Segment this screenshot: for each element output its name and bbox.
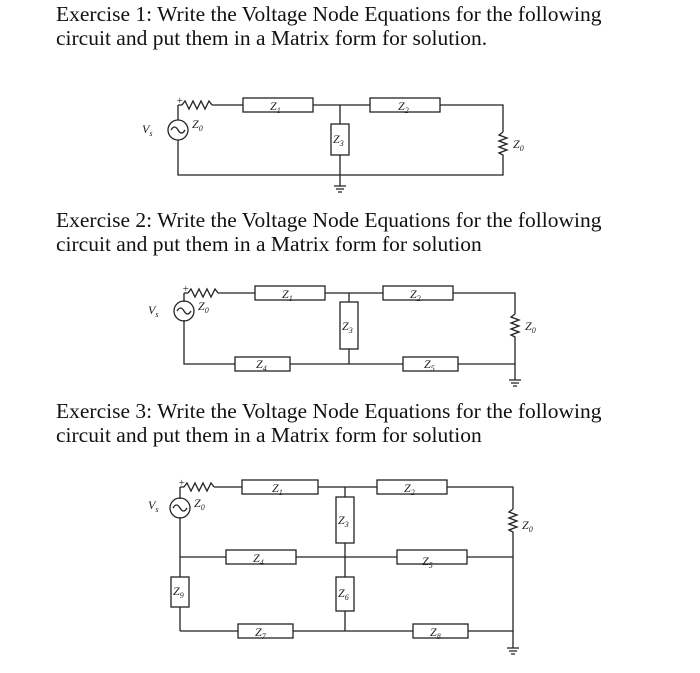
exercise-2-text: Exercise 2: Write the Voltage Node Equations for the following circuit and put them in a Matrix form for solution bbox=[56, 208, 602, 256]
vs-label: $V_s$ bbox=[142, 122, 153, 138]
load-resistor-zigzag-1 bbox=[499, 132, 507, 160]
load-resistor-zigzag-2 bbox=[511, 314, 519, 340]
z1-label: $Z_1$ bbox=[282, 287, 293, 303]
z0-source-label: $Z_0$ bbox=[198, 299, 209, 315]
z0-load-label: $Z_0$ bbox=[513, 137, 524, 153]
z0-source-label: $Z_0$ bbox=[194, 496, 205, 512]
source-resistor-zigzag-1 bbox=[182, 101, 212, 109]
z8-label: $Z_8$ bbox=[430, 625, 441, 641]
plus-sign: + bbox=[178, 477, 186, 489]
load-resistor-zigzag-3 bbox=[509, 509, 517, 541]
plus-sign: + bbox=[176, 95, 184, 107]
z3-label: $Z_3$ bbox=[338, 513, 349, 529]
vs-label: $V_s$ bbox=[148, 498, 159, 514]
plus-sign: + bbox=[182, 283, 190, 295]
z9-label: $Z_9$ bbox=[173, 584, 184, 600]
z0-source-label: $Z_0$ bbox=[192, 117, 203, 133]
z6-label: $Z_6$ bbox=[338, 586, 349, 602]
circuit-diagram-1 bbox=[0, 80, 700, 205]
source-resistor-zigzag-2 bbox=[188, 289, 218, 297]
exercise-3-text: Exercise 3: Write the Voltage Node Equations for the following circuit and put them in a Matrix form for solution bbox=[56, 399, 602, 447]
z3-label: $Z_3$ bbox=[333, 132, 344, 148]
vs-label: $V_s$ bbox=[148, 303, 159, 319]
z5-label: $Z_5$ bbox=[424, 357, 435, 373]
z1-label: $Z_1$ bbox=[272, 481, 283, 497]
z5-label: $Z_5$ bbox=[422, 554, 433, 570]
z2-label: $Z_2$ bbox=[398, 99, 409, 115]
z3-label: $Z_3$ bbox=[342, 319, 353, 335]
z2-label: $Z_2$ bbox=[404, 481, 415, 497]
circuit-diagram-3 bbox=[0, 468, 700, 668]
z2-label: $Z_2$ bbox=[410, 287, 421, 303]
ground-symbol-2 bbox=[509, 380, 521, 386]
z0-load-label: $Z_0$ bbox=[525, 319, 536, 335]
source-resistor-zigzag-3 bbox=[184, 483, 214, 491]
z1-label: $Z_1$ bbox=[270, 99, 281, 115]
z7-label: $Z_7$ bbox=[255, 625, 266, 641]
z4-label: $Z_4$ bbox=[256, 357, 267, 373]
ground-symbol-1 bbox=[334, 186, 346, 192]
ground-symbol-3 bbox=[507, 648, 519, 654]
circuit-diagram-2 bbox=[0, 275, 700, 395]
z0-load-label: $Z_0$ bbox=[522, 518, 533, 534]
exercise-1-text: Exercise 1: Write the Voltage Node Equations for the following circuit and put them in a Matrix form for solution. bbox=[56, 2, 602, 50]
z4-label: $Z_4$ bbox=[253, 551, 264, 567]
